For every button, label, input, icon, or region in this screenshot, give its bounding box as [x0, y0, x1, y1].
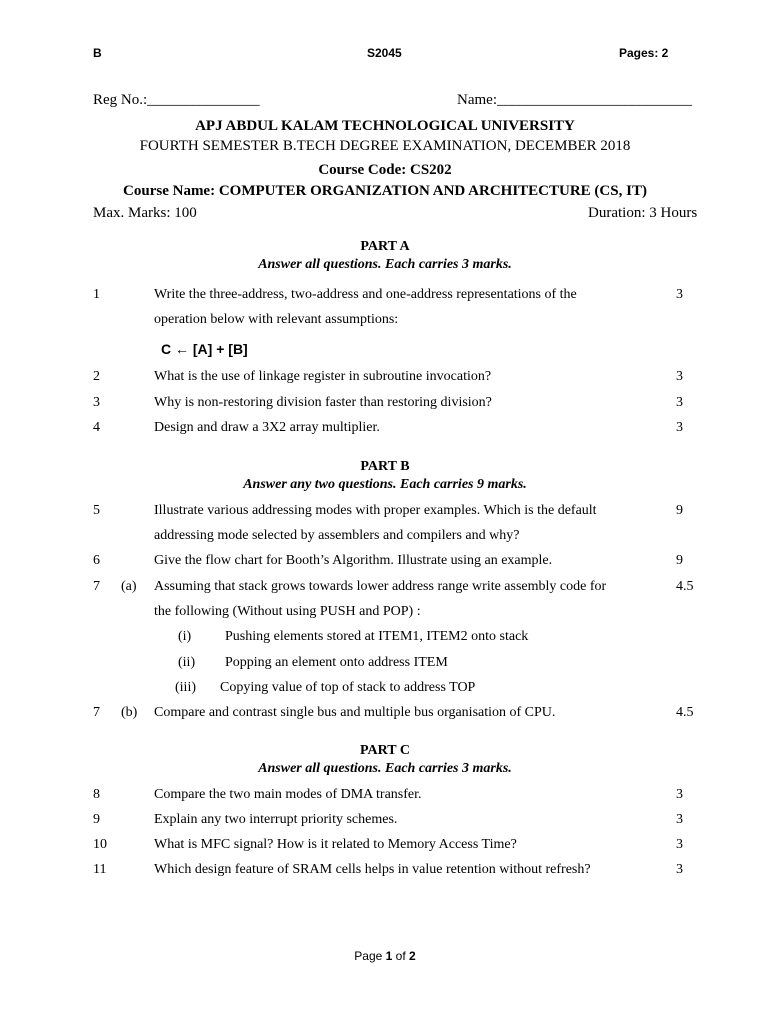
item-text: Copying value of top of stack to address TOP [220, 680, 476, 695]
course-name-line [0, 183, 770, 200]
course-name-label: Course Name: [123, 183, 219, 199]
name-line: Name:__________________________ [457, 92, 692, 108]
question-text: operation below with relevant assumptions: [154, 312, 399, 327]
question-number: 5 [93, 503, 100, 518]
question-marks: 3 [676, 812, 683, 827]
question-number: 6 [93, 553, 100, 568]
item-label: (iii) [175, 680, 196, 695]
item-text: Popping an element onto address ITEM [225, 655, 448, 670]
question-text: Design and draw a 3X2 array multiplier. [154, 420, 380, 435]
header-paper-code: S2045 [367, 46, 402, 60]
item-label: (i) [178, 629, 192, 644]
header-left-code: B [93, 46, 102, 60]
reg-no-line: Reg No.:_______________ [93, 92, 260, 108]
max-marks: Max. Marks: 100 [93, 205, 197, 221]
part-a-instruction: Answer all questions. Each carries 3 marks. [258, 257, 512, 272]
question-number: 3 [93, 395, 100, 410]
question-marks: 3 [676, 837, 683, 852]
question-text: Which design feature of SRAM cells helps in value retention without refresh? [154, 862, 591, 877]
question-marks: 3 [676, 862, 683, 877]
page-footer [0, 949, 770, 963]
question-marks: 3 [676, 420, 683, 435]
question-number: 9 [93, 812, 100, 827]
course-name: COMPUTER ORGANIZATION AND ARCHITECTURE (CS, IT) [218, 183, 647, 199]
footer-middle: of [392, 949, 410, 963]
duration: Duration: 3 Hours [588, 205, 698, 221]
footer-current-page: 1 [385, 949, 393, 963]
item-label: (ii) [178, 655, 196, 670]
question-number: 8 [93, 787, 100, 802]
question-text: Write the three-address, two-address and one-address representations of the [154, 287, 577, 302]
question-marks: 3 [676, 395, 683, 410]
question-number: 11 [93, 862, 107, 877]
question-text: Give the flow chart for Booth’s Algorithm. Illustrate using an example. [154, 553, 553, 568]
item-text: Pushing elements stored at ITEM1, ITEM2 onto stack [225, 629, 529, 644]
question-text: Compare and contrast single bus and multiple bus organisation of CPU. [154, 705, 556, 720]
operation-formula: C ← [A] + [B] [161, 341, 248, 357]
question-number: 10 [93, 837, 107, 852]
footer-prefix: Page [354, 949, 386, 963]
part-c-instruction: Answer all questions. Each carries 3 marks. [258, 761, 512, 776]
question-text: What is the use of linkage register in subroutine invocation? [154, 369, 492, 384]
question-number: 7 [93, 705, 100, 720]
exam-title: FOURTH SEMESTER B.TECH DEGREE EXAMINATION, DECEMBER 2018 [139, 138, 631, 154]
part-a-title: PART A [360, 239, 410, 254]
course-code: Course Code: CS202 [318, 162, 452, 178]
question-number: 1 [93, 287, 100, 302]
question-text: addressing mode selected by assemblers and compilers and why? [154, 528, 520, 543]
question-text: Illustrate various addressing modes with proper examples. Which is the default [154, 503, 597, 518]
question-text: Why is non-restoring division faster than restoring division? [154, 395, 492, 410]
question-number: 4 [93, 420, 100, 435]
sub-question-label: (b) [121, 705, 138, 720]
question-number: 2 [93, 369, 100, 384]
question-marks: 3 [676, 287, 683, 302]
question-text: the following (Without using PUSH and POP) : [154, 604, 421, 619]
question-marks: 3 [676, 787, 683, 802]
sub-question-label: (a) [121, 579, 137, 594]
part-b-instruction: Answer any two questions. Each carries 9 marks. [243, 477, 527, 492]
question-marks: 9 [676, 503, 683, 518]
part-b-title: PART B [360, 459, 410, 474]
question-text: Assuming that stack grows towards lower address range write assembly code for [154, 579, 607, 594]
question-text: Explain any two interrupt priority schemes. [154, 812, 398, 827]
question-marks: 3 [676, 369, 683, 384]
question-text: Compare the two main modes of DMA transfer. [154, 787, 422, 802]
university-title: APJ ABDUL KALAM TECHNOLOGICAL UNIVERSITY [195, 118, 575, 134]
question-text: What is MFC signal? How is it related to Memory Access Time? [154, 837, 517, 852]
header-pages: Pages: 2 [619, 46, 669, 60]
question-number: 7 [93, 579, 100, 594]
part-c-title: PART C [360, 743, 410, 758]
question-marks: 4.5 [676, 705, 694, 720]
footer-total-pages: 2 [409, 949, 416, 963]
question-marks: 4.5 [676, 579, 694, 594]
question-marks: 9 [676, 553, 683, 568]
